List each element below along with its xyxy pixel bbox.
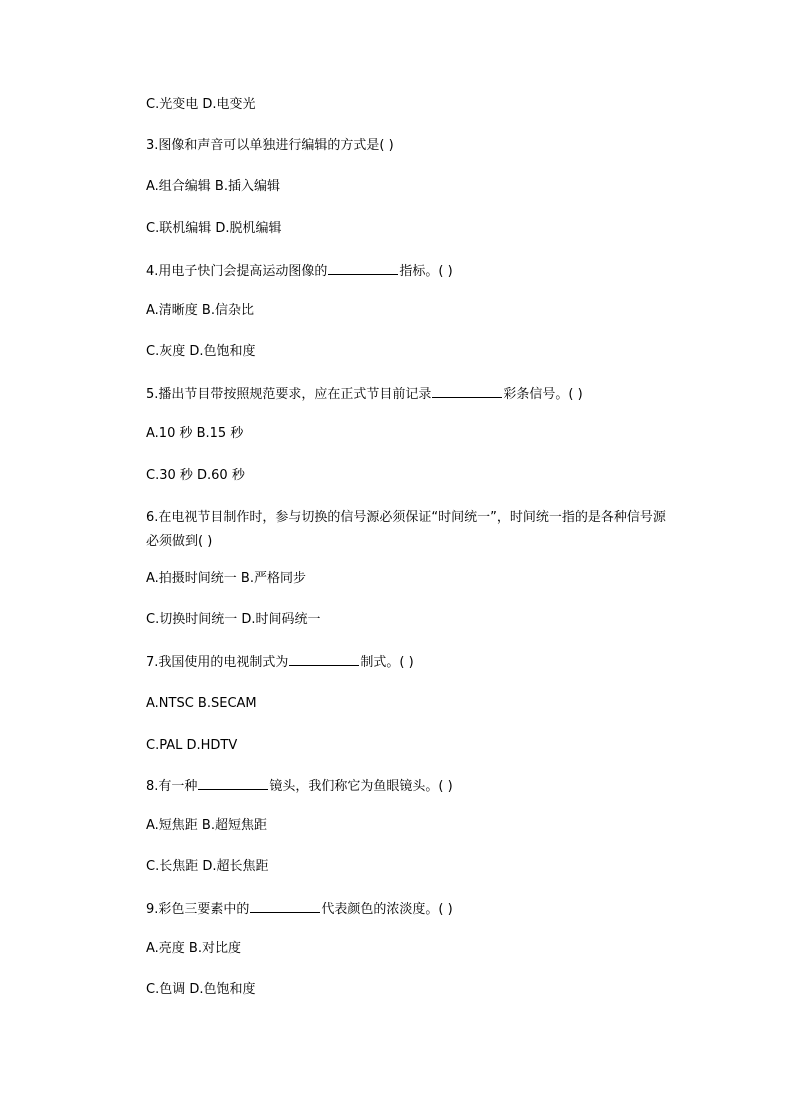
question-8-options-ab: A.短焦距 B.超短焦距: [146, 818, 267, 833]
question-9: [146, 900, 453, 918]
question-4-options-cd: C.灰度 D.色饱和度: [146, 344, 256, 359]
question-4-options-ab: A.清晰度 B.信杂比: [146, 303, 254, 318]
question-8-options-cd: C.长焦距 D.超长焦距: [146, 859, 269, 874]
question-8-text-after: 镜头，我们称它为鱼眼镜头。( ): [269, 779, 453, 794]
question-4: [146, 262, 453, 280]
question-9-options-ab: A.亮度 B.对比度: [146, 941, 241, 956]
fill-in-blank: [328, 262, 398, 275]
question-5-text-after: 彩条信号。( ): [503, 387, 583, 402]
question-3-options-ab: A.组合编辑 B.插入编辑: [146, 179, 280, 194]
question-3: 3.图像和声音可以单独进行编辑的方式是( ): [146, 138, 394, 153]
question-6-options-ab: A.拍摄时间统一 B.严格同步: [146, 571, 306, 586]
question-5-options-cd: C.30 秒 D.60 秒: [146, 468, 245, 483]
fill-in-blank: [250, 900, 320, 913]
question-4-text-before: 4.用电子快门会提高运动图像的: [146, 264, 328, 279]
question-5: [146, 385, 583, 403]
question-5-options-ab: A.10 秒 B.15 秒: [146, 426, 244, 441]
fill-in-blank: [432, 385, 502, 398]
question-7-text-before: 7.我国使用的电视制式为: [146, 655, 289, 670]
question-8-text-before: 8.有一种: [146, 779, 198, 794]
question-7-options-ab: A.NTSC B.SECAM: [146, 696, 257, 711]
fill-in-blank: [198, 777, 268, 790]
question-7: [146, 653, 414, 671]
question-8: [146, 777, 453, 795]
question-6-options-cd: C.切换时间统一 D.时间码统一: [146, 612, 321, 627]
question-3-options-cd: C.联机编辑 D.脱机编辑: [146, 221, 282, 236]
fill-in-blank: [289, 653, 359, 666]
question-9-text-before: 9.彩色三要素中的: [146, 902, 250, 917]
question-9-text-after: 代表颜色的浓淡度。( ): [321, 902, 453, 917]
question-5-text-before: 5.播出节目带按照规范要求，应在正式节目前记录: [146, 387, 432, 402]
question-4-text-after: 指标。( ): [399, 264, 453, 279]
answer-options-line: C.光变电 D.电变光: [146, 97, 256, 112]
question-7-text-after: 制式。( ): [360, 655, 414, 670]
question-6: 6.在电视节目制作时，参与切换的信号源必须保证“时间统一”，时间统一指的是各种信号源必须做到( ): [146, 510, 666, 549]
question-9-options-cd: C.色调 D.色饱和度: [146, 982, 256, 997]
question-7-options-cd: C.PAL D.HDTV: [146, 738, 238, 753]
